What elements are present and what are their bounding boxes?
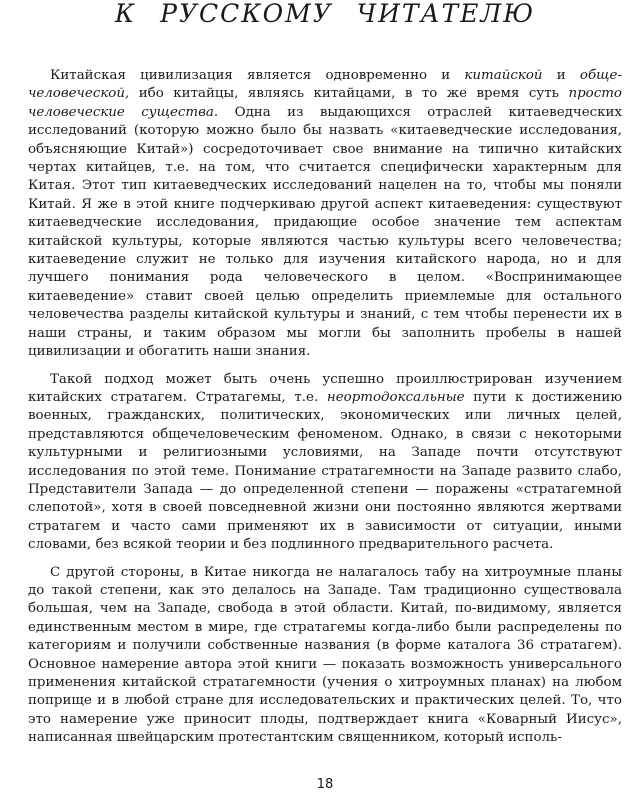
text-run: Одна из выдающихся отраслей китаеведческих исследований (которую можно было бы назвать «китаеведческие исследования, объясняющие Китай») сосредоточивает свое внимание на типично китайских чертах китайцев, т.е. на том, что считается специфически характерным для Китая. Этот тип китаеведческих исследований нацелен на то, чтобы мы поняли Китай. Я же в этой книге подчеркиваю другой аспект китаеведения: существуют китаеведческие исследования, придающие особое значение тем аспектам китайской культуры, которые являются частью культуры всего человечества; китаеведение служит не только для изучения китайского народа, но и для лучшего понимания рода человеческого в целом. «Воспринимающее китаеведение» ставит своей целью определить приемлемые для остального человечества разделы китайской культуры и знаний, с тем чтобы перенести их в наши страны, и таким образом мы могли бы заполнить пробелы в нашей цивилизации и обогатить наши знания. (28, 104, 622, 360)
paragraph-3 (28, 564, 622, 748)
italic-text-run: неортодоксальные (326, 389, 465, 405)
paragraph-2 (28, 371, 622, 555)
italic-text-run: просто человеческие существа. (28, 86, 622, 120)
italic-text-run: китайской (464, 68, 543, 83)
text-run: Такой подход может быть очень успешно проиллюстрирован изучением китайских стратагем. Стратагемы, т.е. (28, 371, 622, 405)
text-run: Китайская цивилизация является одновременно и (50, 68, 465, 83)
text-run: и (542, 68, 580, 83)
text-run: С другой стороны, в Китае никогда не налагалось табу на хитроумные планы до такой степени, как это делалось на Западе. Там традиционно существовала большая, чем на Западе, свобода в этой области. Китай, по-видимому, является единственным местом в мире, где стратагемы когда-либо были распределены по категориям и получили собственные названия (в форме каталога 36 стратагем). Основное намерение автора этой книги — показать возможность универсального применения китайской стратагемности (учения о хитроумных планах) на любом поприще и в любой стране для исследовательских и практических целей. То, что это намерение уже приносит плоды, подтверждает книга «Коварный Иисус», написанная швейцарским протестантским священником, который исполь- (28, 564, 622, 746)
text-run: ибо китайцы, являясь китайцами, в то же время суть (129, 86, 569, 102)
italic-text-run: обще-человеческой, (28, 68, 622, 102)
text-run: пути к достижению военных, гражданских, политических, экономических или личных целей, представляются общечеловеческим феноменом. Однако, в связи с некоторыми культурными и религиозными условиями, на Западе почти отсутствуют исследования по этой теме. Понимание стратагемности на Западе развито слабо, Представители Запада — до определенной степени — поражены «стратагемной слепотой», хотя в своей повседневной жизни они постоянно являются жертвами стратагем и часто сами применяют их в зависимости от ситуации, иными словами, без всякой теории и без подлинного предварительного расчета. (28, 389, 622, 553)
book-page (28, 0, 622, 800)
body-text (28, 67, 622, 757)
chapter-title: К РУССКОМУ ЧИТАТЕЛЮ (114, 0, 536, 28)
page-number: 18 (316, 777, 334, 792)
paragraph-1 (28, 67, 622, 362)
